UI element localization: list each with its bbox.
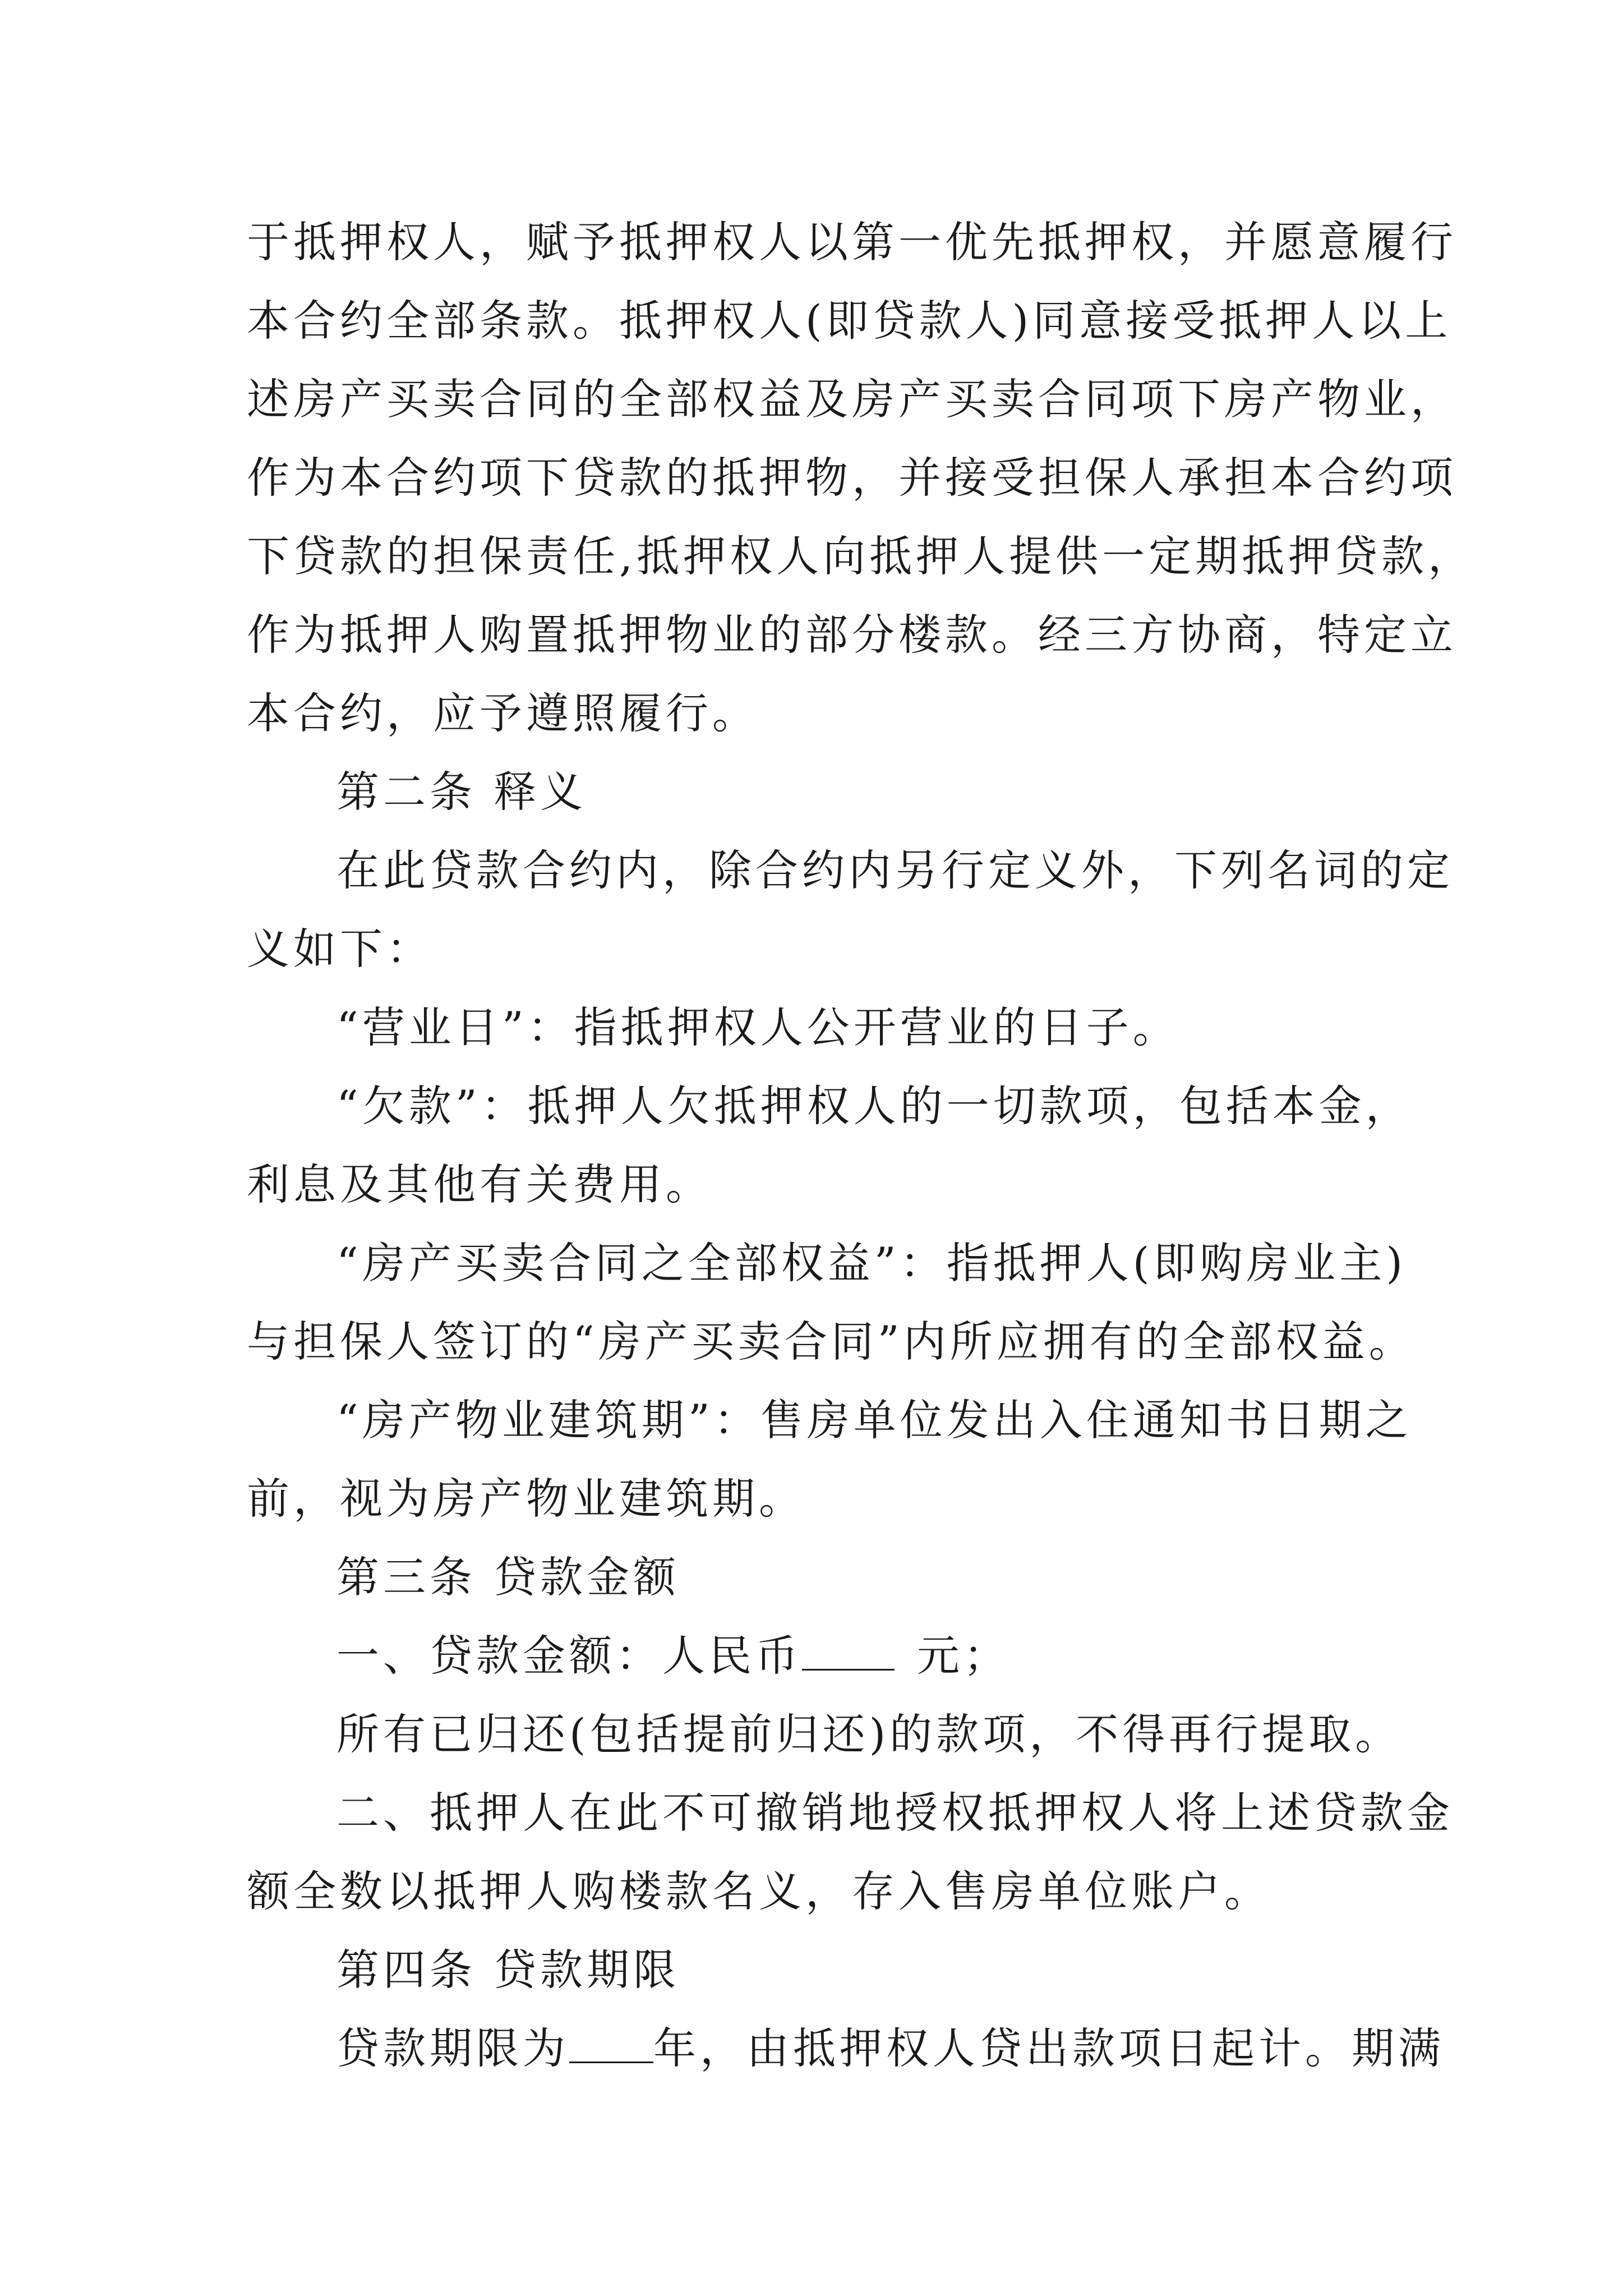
contract-body [247, 203, 1475, 2088]
paragraph-line: 在此贷款合约内，除合约内另行定义外，下列名词的定 [336, 845, 1454, 895]
definition-line: “房产买卖合同之全部权益”：指抵押人(即购房业主) [336, 1238, 1407, 1288]
loan-amount-line [247, 1617, 1388, 1695]
paragraph-line: 额全数以抵押人购楼款名义，存入售房单位账户。 [247, 1866, 1271, 1916]
definition-line: “欠款”：抵押人欠抵押权人的一切款项，包括本金， [336, 1081, 1412, 1131]
paragraph-line: 作为抵押人购置抵押物业的部分楼款。经三方协商，特定立 [247, 610, 1457, 660]
definition-line: “营业日”：指抵押权人公开营业的日子。 [336, 1002, 1179, 1052]
paragraph-line: 所有已归还(包括提前归还)的款项，不得再行提取。 [336, 1709, 1402, 1759]
paragraph-line: 义如下： [247, 924, 433, 974]
loan-amount-unit: 元； [917, 1631, 1010, 1681]
loan-term-blank [569, 2027, 653, 2063]
loan-term-line [247, 2009, 1445, 2088]
paragraph-line: 二、抵押人在此不可撤销地授权抵押权人将上述贷款金 [336, 1788, 1454, 1838]
paragraph-line: 本合约，应予遵照履行。 [247, 688, 759, 738]
paragraph-line: 本合约全部条款。抵押权人(即贷款人)同意接受抵押人以上 [247, 296, 1452, 346]
definition-line: “房产物业建筑期”：售房单位发出入住通知书日期之 [336, 1395, 1412, 1445]
loan-term-label: 贷款期限为 [336, 2023, 569, 2073]
article-heading: 第二条 释义 [336, 767, 587, 817]
loan-term-rest: 年，由抵押权人贷出款项日起计。期满 [653, 2023, 1445, 2073]
paragraph-line: 于抵押权人，赋予抵押权人以第一优先抵押权，并愿意履行 [247, 217, 1457, 267]
paragraph-line: 利息及其他有关费用。 [247, 1159, 712, 1209]
loan-amount-label: 一、贷款金额：人民币 [336, 1631, 802, 1681]
paragraph-line: 述房产买卖合同的全部权益及房产买卖合同项下房产物业， [247, 374, 1457, 424]
paragraph-line: 前，视为房产物业建筑期。 [247, 1474, 805, 1524]
paragraph-line: 与担保人签订的“房产买卖合同”内所应拥有的全部权益。 [247, 1317, 1415, 1366]
article-heading: 第四条 贷款期限 [336, 1945, 680, 1995]
loan-amount-blank [802, 1634, 895, 1671]
paragraph-line: 作为本合约项下贷款的抵押物，并接受担保人承担本合约项 [247, 453, 1457, 503]
article-heading: 第三条 贷款金额 [336, 1552, 680, 1602]
paragraph-line: 下贷款的担保责任,抵押权人向抵押人提供一定期抵押贷款， [247, 531, 1475, 581]
